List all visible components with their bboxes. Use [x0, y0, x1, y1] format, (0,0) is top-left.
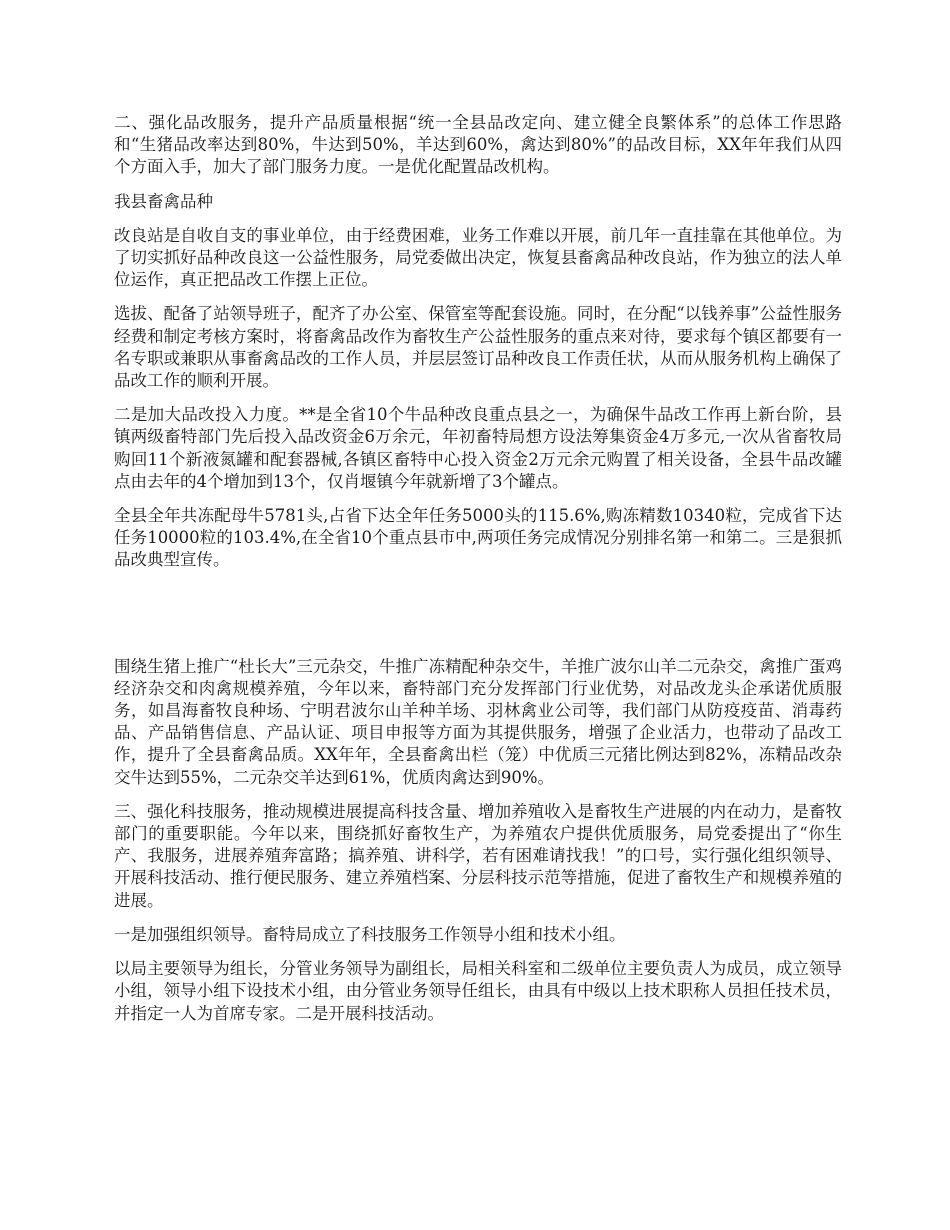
- paragraph-leadership-team: 选拔、配备了站领导班子，配齐了办公室、保管室等配套设施。同时，在分配“以钱养事”公益性服务经费和制定考核方案时，将畜禽品改作为畜牧生产公益性服务的重点来对待，要求每个镇区都要有一名专职或兼职从事畜禽品改的工作人员，并层层签订品种改良工作责任状，从而从服务机构上确保了品改工作的顺利开展。: [114, 304, 842, 391]
- page-gap: [114, 584, 842, 656]
- paragraph-breed-station: 改良站是自收自支的事业单位，由于经费困难，业务工作难以开展，前几年一直挂靠在其他单位。为了切实抓好品种改良这一公益性服务，局党委做出决定，恢复县畜禽品种改良站，作为独立的法人单位运作，真正把品改工作摆上正位。: [114, 225, 842, 290]
- paragraph-investment: 二是加大品改投入力度。**是全省10个牛品种改良重点县之一，为确保牛品改工作再上新台阶，县镇两级畜特部门先后投入品改资金6万余元，年初畜特局想方设法筹集资金4万多元,一次从省畜牧局购回11个新液氮罐和配套器械,各镇区畜特中心投入资金2万元余元购置了相关设备，全县牛品改罐点由去年的4个增加到13个，仅肖堰镇今年就新增了3个罐点。: [114, 405, 842, 491]
- paragraph-tech-service: 三、强化科技服务，推动规模进展提高科技含量、增加养殖收入是畜牧生产进展的内在动力，是畜牧部门的重要职能。今年以来，围绕抓好畜牧生产，为养殖农户提供优质服务，局党委提出了“你生产、我服务，进展养殖奔富路；搞养殖、讲科学，若有困难请找我！”的口号，实行强化组织领导、开展科技活动、推行便民服务、建立养殖档案、分层科技示范等措施，促进了畜牧生产和规模养殖的进展。: [114, 801, 842, 910]
- paragraph-leading-group: 以局主要领导为组长，分管业务领导为副组长，局相关科室和二级单位主要负责人为成员，成立领导小组，领导小组下设技术小组，由分管业务领导任组长，由具有中级以上技术职称人员担任技术员，并指定一人为首席专家。二是开展科技活动。: [114, 959, 842, 1023]
- paragraph-breed-heading: 我县畜禽品种: [114, 191, 213, 211]
- paragraph-quality-improvement: 二、强化品改服务，提升产品质量根据“统一全县品改定向、建立健全良繁体系”的总体工作思路和“生猪品改率达到80%，牛达到50%，羊达到60%，禽达到80%”的品改目标，XX年年我们从四个方面入手，加大了部门服务力度。一是优化配置品改机构。: [114, 113, 842, 177]
- paragraph-crossbreeding: 围绕生猪上推广“杜长大”三元杂交，牛推广冻精配种杂交牛，羊推广波尔山羊二元杂交，禽推广蛋鸡经济杂交和肉禽规模养殖，今年以来，畜特部门充分发挥部门行业优势，对品改龙头企承诺优质服务，如昌海畜牧良种场、宁明君波尔山羊种羊场、羽林禽业公司等，我们部门从防疫疫苗、消毒药品、产品销售信息、产品认证、项目申报等方面为其提供服务，增强了企业活力，也带动了品改工作，提升了全县畜禽品质。XX年年，全县畜禽出栏（笼）中优质三元猪比例达到82%，冻精品改杂交牛达到55%，二元杂交羊达到61%，优质肉禽达到90%。: [114, 656, 842, 787]
- paragraph-organization: 一是加强组织领导。畜特局成立了科技服务工作领导小组和技术小组。: [114, 924, 626, 944]
- paragraph-breeding-results: 全县全年共冻配母牛5781头,占省下达全年任务5000头的115.6%,购冻精数10340粒，完成省下达任务10000粒的103.4%,在全省10个重点县市中,两项任务完成情况分别排名第一和第二。三是狠抓品改典型宣传。: [114, 506, 842, 570]
- document-page: [114, 112, 842, 1037]
